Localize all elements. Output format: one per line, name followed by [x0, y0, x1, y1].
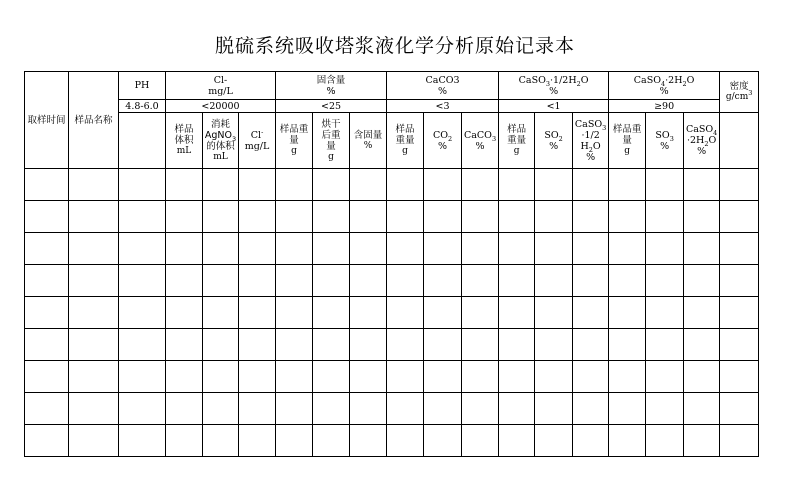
data-cell [166, 201, 203, 233]
data-cell [387, 425, 424, 457]
data-cell [25, 201, 69, 233]
data-cell [609, 233, 646, 265]
data-cell [25, 393, 69, 425]
data-cell [646, 425, 684, 457]
data-cell [424, 425, 462, 457]
data-cell [166, 297, 203, 329]
header-caco3 [387, 72, 499, 100]
data-cell [462, 201, 499, 233]
data-cell [25, 233, 69, 265]
data-cell [166, 169, 203, 201]
data-cell [313, 425, 350, 457]
data-cell [646, 233, 684, 265]
sub-cl-volume: 样品 体积 mL [166, 113, 203, 169]
sub-caso4-weight: 样品重 量 g [609, 113, 646, 169]
spec-caco3: <3 [387, 100, 499, 113]
data-cell [684, 233, 720, 265]
data-cell [239, 393, 276, 425]
data-cell [166, 425, 203, 457]
data-cell [609, 201, 646, 233]
data-cell [499, 265, 535, 297]
data-cell [424, 169, 462, 201]
header-ph: PH [119, 72, 166, 100]
data-cell [166, 233, 203, 265]
sub-caso3-weight: 样品 重量 g [499, 113, 535, 169]
data-cell [535, 265, 573, 297]
data-cell [276, 425, 313, 457]
data-cell [573, 201, 609, 233]
data-cell [239, 265, 276, 297]
data-cell [350, 393, 387, 425]
data-cell [424, 233, 462, 265]
data-cell [239, 233, 276, 265]
header-cl-name: Cl- [213, 74, 228, 86]
data-cell [535, 233, 573, 265]
data-cell [239, 425, 276, 457]
data-cell [573, 265, 609, 297]
data-cell [350, 233, 387, 265]
data-cell [720, 361, 759, 393]
data-cell [424, 201, 462, 233]
data-cell [646, 297, 684, 329]
data-cell [609, 393, 646, 425]
data-cell [313, 169, 350, 201]
data-cell [350, 169, 387, 201]
table-row [25, 265, 759, 297]
data-cell [424, 393, 462, 425]
data-cell [646, 169, 684, 201]
data-cell [499, 201, 535, 233]
data-cell [646, 201, 684, 233]
data-cell [69, 393, 119, 425]
sub-ph-blank [119, 113, 166, 169]
sub-caco3-weight: 样品 重量 g [387, 113, 424, 169]
data-cell [720, 425, 759, 457]
data-cell [387, 329, 424, 361]
data-cell [499, 169, 535, 201]
data-cell [387, 201, 424, 233]
data-cell [499, 393, 535, 425]
table-row [25, 329, 759, 361]
data-cell [239, 169, 276, 201]
data-cell [203, 201, 239, 233]
table-row [25, 233, 759, 265]
table-row [25, 361, 759, 393]
data-cell [684, 201, 720, 233]
data-cell [119, 233, 166, 265]
data-cell [499, 425, 535, 457]
data-cell [119, 201, 166, 233]
data-cell [69, 329, 119, 361]
data-cell [276, 265, 313, 297]
data-cell [684, 393, 720, 425]
data-cell [535, 361, 573, 393]
data-cell [69, 265, 119, 297]
data-cell [462, 393, 499, 425]
data-cell [239, 329, 276, 361]
data-cell [313, 297, 350, 329]
data-cell [573, 169, 609, 201]
header-caco3-unit: % [438, 85, 448, 97]
data-cell [684, 265, 720, 297]
data-cell [684, 425, 720, 457]
data-cell [25, 329, 69, 361]
table-row [25, 425, 759, 457]
data-cell [609, 297, 646, 329]
data-cell [313, 265, 350, 297]
data-cell [720, 393, 759, 425]
sub-caso3-value: CaSO$_3$ ·1/2 $H_2O$ % [573, 113, 609, 169]
header-caso3-unit: % [549, 85, 559, 97]
header-cl-unit: mg/L [208, 85, 233, 97]
sub-caco3-value: CaCO$_3$ % [462, 113, 499, 169]
data-cell [313, 233, 350, 265]
sub-caco3-co2: $CO_2$ % [424, 113, 462, 169]
data-cell [313, 329, 350, 361]
data-cell [720, 169, 759, 201]
data-cell [276, 329, 313, 361]
table-row [25, 297, 759, 329]
sub-cl-agno3: 消耗 AgNO$_3$ 的体积 mL [203, 113, 239, 169]
data-cell [203, 361, 239, 393]
data-cell [720, 329, 759, 361]
data-cell [350, 329, 387, 361]
header-cl [166, 72, 276, 100]
sub-solid-weight: 样品重 量 g [276, 113, 313, 169]
data-cell [684, 169, 720, 201]
data-cell [646, 265, 684, 297]
header-density-name: 密度 [729, 81, 749, 92]
data-cell [573, 233, 609, 265]
data-cell [119, 169, 166, 201]
data-cell [684, 297, 720, 329]
data-cell [203, 329, 239, 361]
data-cell [499, 329, 535, 361]
data-cell [69, 425, 119, 457]
header-density-unit: $g/cm^3$ [725, 89, 753, 102]
data-cell [119, 361, 166, 393]
data-cell [350, 201, 387, 233]
data-cell [166, 265, 203, 297]
data-cell [25, 425, 69, 457]
data-cell [609, 361, 646, 393]
data-cell [276, 393, 313, 425]
table-row [25, 169, 759, 201]
data-cell [69, 233, 119, 265]
sub-density-blank [720, 113, 759, 169]
spec-solids: <25 [276, 100, 387, 113]
data-cell [166, 393, 203, 425]
data-cell [462, 233, 499, 265]
data-cell [499, 233, 535, 265]
data-cell [720, 265, 759, 297]
data-cell [350, 425, 387, 457]
data-cell [69, 201, 119, 233]
data-cell [276, 361, 313, 393]
data-cell [276, 201, 313, 233]
data-cell [119, 329, 166, 361]
data-cell [350, 265, 387, 297]
data-cell [69, 297, 119, 329]
data-cell [535, 169, 573, 201]
data-cell [684, 361, 720, 393]
data-cell [387, 233, 424, 265]
data-cell [69, 169, 119, 201]
data-cell [166, 329, 203, 361]
data-cell [25, 297, 69, 329]
data-cell [462, 425, 499, 457]
data-cell [387, 169, 424, 201]
data-cell [535, 297, 573, 329]
spec-caso4: ≥90 [609, 100, 720, 113]
header-caso4 [609, 72, 720, 100]
sub-solid-content: 含固量 % [350, 113, 387, 169]
data-cell [313, 393, 350, 425]
data-cell [203, 233, 239, 265]
data-cell [462, 169, 499, 201]
header-density [720, 72, 759, 113]
data-cell [499, 361, 535, 393]
data-cell [462, 329, 499, 361]
data-cell [535, 329, 573, 361]
header-sample-name: 样品名称 [69, 72, 119, 169]
header-solids [276, 72, 387, 100]
data-cell [499, 297, 535, 329]
data-cell [646, 361, 684, 393]
header-caso4-unit: % [659, 85, 669, 97]
header-caco3-name: CaCO3 [425, 74, 460, 86]
table-row [25, 201, 759, 233]
data-cell [462, 361, 499, 393]
data-cell [119, 393, 166, 425]
sub-caso3-so2: $SO_2$ % [535, 113, 573, 169]
page-title: 脱硫系统吸收塔浆液化学分析原始记录本 [214, 35, 575, 57]
data-cell [313, 361, 350, 393]
data-cell [203, 393, 239, 425]
data-cell [119, 297, 166, 329]
data-cell [387, 393, 424, 425]
data-cell [535, 425, 573, 457]
data-cell [646, 329, 684, 361]
sub-solid-dry: 烘干 后重 量 g [313, 113, 350, 169]
header-solids-name: 固含量 [316, 74, 346, 86]
header-caso3 [499, 72, 609, 100]
spec-cl: <20000 [166, 100, 276, 113]
table-row [25, 393, 759, 425]
header-solids-unit: % [326, 85, 336, 97]
data-cell [276, 233, 313, 265]
data-cell [203, 425, 239, 457]
spec-caso3: <1 [499, 100, 609, 113]
data-cell [239, 201, 276, 233]
data-cell [119, 265, 166, 297]
data-cell [684, 329, 720, 361]
data-cell [387, 297, 424, 329]
data-cell [573, 329, 609, 361]
data-cell [119, 425, 166, 457]
data-cell [25, 265, 69, 297]
data-cell [535, 201, 573, 233]
data-cell [424, 329, 462, 361]
data-cell [25, 361, 69, 393]
data-cell [573, 361, 609, 393]
data-cell [720, 201, 759, 233]
data-cell [203, 265, 239, 297]
data-cell [462, 297, 499, 329]
data-cell [276, 169, 313, 201]
data-cell [69, 361, 119, 393]
data-cell [573, 393, 609, 425]
sub-caso4-so3: $SO_3$ % [646, 113, 684, 169]
data-cell [573, 297, 609, 329]
data-cell [462, 265, 499, 297]
spec-ph: 4.8-6.0 [119, 100, 166, 113]
data-cell [535, 393, 573, 425]
header-caso4-name: $CaSO_4\cdot 2H_2O$ [633, 74, 695, 88]
data-cell [387, 265, 424, 297]
data-cell [720, 297, 759, 329]
data-cell [609, 265, 646, 297]
data-cell [646, 393, 684, 425]
sub-caso4-value: CaSO$_4$ $\cdot 2H_2O$ % [684, 113, 720, 169]
data-cell [350, 361, 387, 393]
record-table [24, 71, 759, 457]
data-cell [276, 297, 313, 329]
data-cell [720, 233, 759, 265]
data-cell [239, 297, 276, 329]
data-cell [350, 297, 387, 329]
data-cell [239, 361, 276, 393]
data-cell [609, 329, 646, 361]
data-cell [203, 297, 239, 329]
data-cell [609, 425, 646, 457]
data-cell [424, 297, 462, 329]
data-cell [573, 425, 609, 457]
data-cell [387, 361, 424, 393]
data-cell [166, 361, 203, 393]
data-cell [313, 201, 350, 233]
data-cell [424, 361, 462, 393]
data-cell [203, 169, 239, 201]
data-cell [25, 169, 69, 201]
data-cell [609, 169, 646, 201]
header-caso3-name: $CaSO_3\cdot 1/2H_2O$ [518, 74, 589, 88]
data-cell [424, 265, 462, 297]
header-sample-time: 取样时间 [25, 72, 69, 169]
sub-cl-value: Cl- mg/L [239, 113, 276, 169]
